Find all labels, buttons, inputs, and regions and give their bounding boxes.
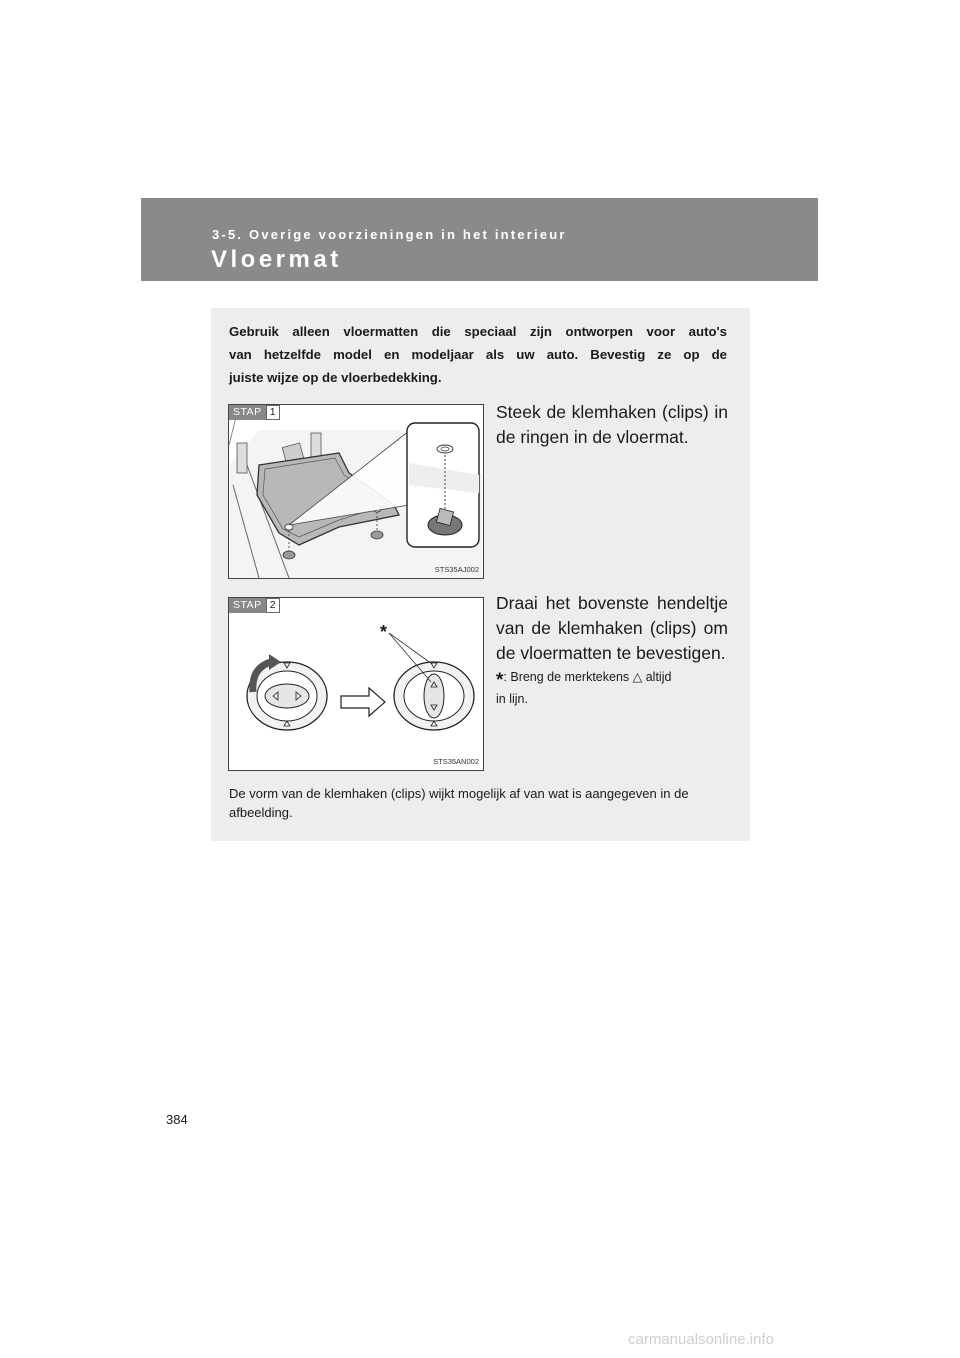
note-line-2: in lijn. xyxy=(496,692,528,706)
step-1-figure xyxy=(228,404,484,579)
page-number: 384 xyxy=(166,1112,188,1127)
intro-line-1: Gebruik alleen vloermatten die speciaal zijn ontworpen voor auto's xyxy=(229,324,727,339)
step-2-figure xyxy=(228,597,484,771)
content-panel xyxy=(211,308,750,841)
step-1-badge-label: STAP xyxy=(229,405,266,420)
section-title: 3-5. Overige voorzieningen in het interieur xyxy=(212,227,567,242)
intro-text xyxy=(229,320,727,389)
step-1-figure-code: STS35AJ002 xyxy=(434,565,479,574)
step-2-badge-number: 2 xyxy=(266,598,280,613)
section-header xyxy=(141,198,818,281)
page-title: Vloermat xyxy=(211,246,342,273)
step-1-badge xyxy=(229,405,280,420)
watermark: carmanualsonline.info xyxy=(628,1331,774,1348)
step-1-text-line-1: Steek de klemhaken (clips) in xyxy=(496,402,728,422)
step-2-badge-label: STAP xyxy=(229,598,266,613)
step-1-badge-number: 1 xyxy=(266,405,280,420)
step-2-text-line-2: van de klemhaken (clips) om xyxy=(496,618,728,638)
step-1-text-line-2: de ringen in de vloermat. xyxy=(496,427,689,447)
step-2-badge xyxy=(229,598,280,613)
note-asterisk: * xyxy=(496,670,504,691)
floor-mat-illustration xyxy=(229,405,483,578)
clip-rotation-illustration xyxy=(229,598,483,770)
footer-note: De vorm van de klemhaken (clips) wijkt mogelijk af van wat is aangegeven in de afbeelding. xyxy=(229,786,689,820)
step-2-figure-code: STS35AN002 xyxy=(433,757,479,766)
figure-asterisk: * xyxy=(380,622,388,642)
step-2-text-line-3: de vloermatten te bevestigen. xyxy=(496,643,726,663)
step-2-note xyxy=(496,668,728,709)
step-2-text-line-1: Draai het bovenste hendeltje xyxy=(496,593,728,613)
intro-line-3: juiste wijze op de vloerbedekking. xyxy=(229,370,442,385)
step-1-text xyxy=(496,400,728,450)
step-2-text xyxy=(496,591,728,666)
note-line-1: : Breng de merktekens △ altijd xyxy=(503,670,672,684)
intro-line-2: van hetzelfde model en modeljaar als uw auto. Bevestig ze op de xyxy=(229,347,727,362)
